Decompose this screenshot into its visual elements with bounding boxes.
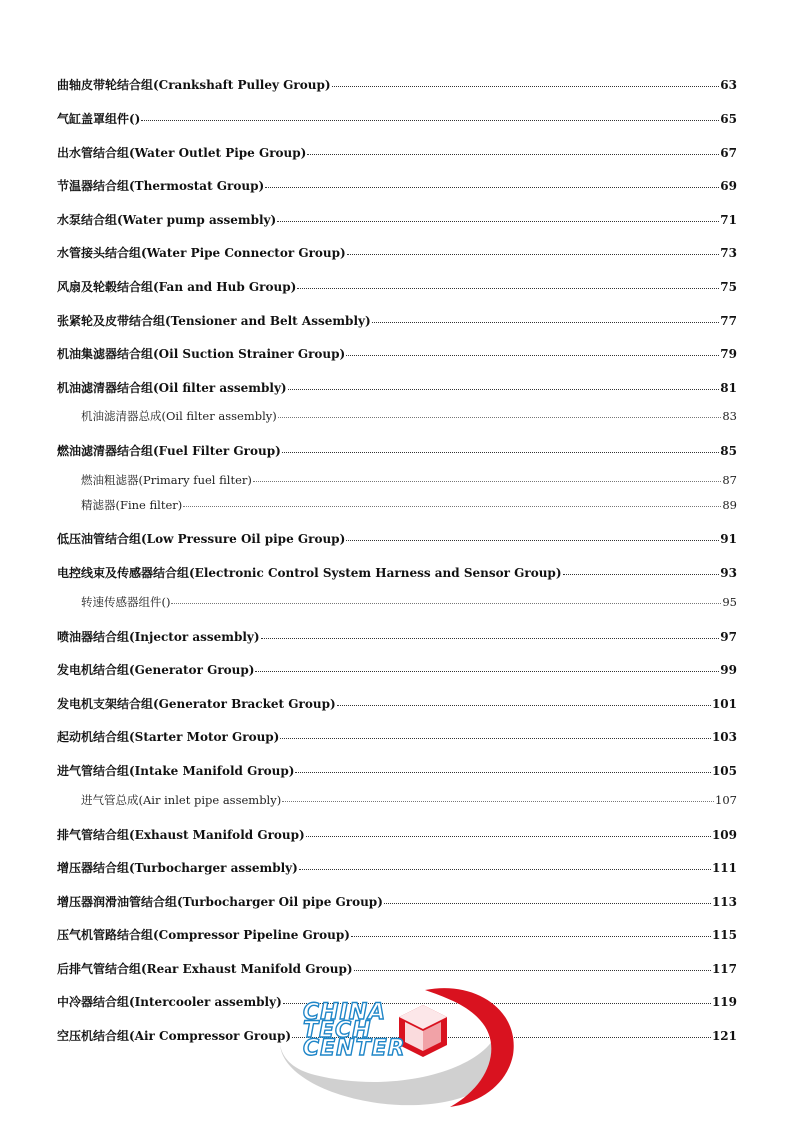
toc-entry[interactable] [57, 628, 737, 645]
toc-entry[interactable] [57, 564, 737, 581]
toc-dot-leader [563, 574, 720, 575]
watermark-text-line1: CHINA [303, 1000, 387, 1025]
toc-entry-page: 93 [720, 566, 737, 580]
toc-entry-page: 77 [720, 314, 737, 328]
toc-entry[interactable] [57, 211, 737, 228]
toc-entry-title: 增压器润滑油管结合组(Turbocharger Oil pipe Group) [57, 895, 383, 909]
toc-dot-leader [253, 481, 721, 482]
toc-dot-leader [306, 836, 711, 837]
toc-entry-title: 精滤器(Fine filter) [81, 498, 183, 512]
toc-dot-leader [183, 506, 721, 507]
toc-dot-leader [372, 322, 720, 323]
toc-entry-page: 119 [711, 995, 737, 1009]
toc-entry-title: 出水管结合组(Water Outlet Pipe Group) [57, 146, 307, 160]
toc-entry[interactable] [57, 926, 737, 943]
toc-entry[interactable] [57, 312, 737, 329]
watermark-text-line3: CENTER [303, 1036, 406, 1061]
toc-entry-title: 张紧轮及皮带结合组(Tensioner and Belt Assembly) [57, 314, 371, 328]
toc-dot-leader [261, 638, 720, 639]
toc-entry-title: 曲轴皮带轮结合组(Crankshaft Pulley Group) [57, 78, 331, 92]
toc-entry-page: 101 [711, 697, 737, 711]
toc-entry-title: 增压器结合组(Turbocharger assembly) [57, 861, 298, 875]
toc-entry-title: 压气机管路结合组(Compressor Pipeline Group) [57, 928, 350, 942]
toc-entry[interactable] [57, 728, 737, 745]
toc-dot-leader [282, 801, 714, 802]
toc-entry-title: 进气管结合组(Intake Manifold Group) [57, 764, 295, 778]
toc-dot-leader [265, 187, 719, 188]
toc-entry[interactable] [57, 859, 737, 876]
toc-entry-page: 107 [715, 793, 737, 807]
toc-entry-page: 111 [711, 861, 737, 875]
toc-entry-page: 97 [720, 630, 737, 644]
toc-entry[interactable] [57, 177, 737, 194]
toc-dot-leader [295, 772, 710, 773]
toc-entry-page: 63 [720, 78, 737, 92]
toc-entry-page: 81 [720, 381, 737, 395]
toc-entry-page: 71 [720, 213, 737, 227]
toc-dot-leader [332, 86, 720, 87]
toc-subentry[interactable] [57, 497, 737, 513]
toc-dot-leader [288, 389, 720, 390]
toc-entry-page: 83 [722, 409, 737, 423]
toc-entry-page: 65 [720, 112, 737, 126]
toc-dot-leader [255, 671, 719, 672]
toc-entry-title: 燃油粗滤器(Primary fuel filter) [81, 473, 252, 487]
toc-entry-title: 水管接头结合组(Water Pipe Connector Group) [57, 246, 346, 260]
toc-entry[interactable] [57, 345, 737, 362]
watermark-logo [275, 975, 535, 1115]
toc-dot-leader [351, 936, 711, 937]
toc-entry-title: 气缸盖罩组件() [57, 112, 141, 126]
toc-entry-title: 喷油器结合组(Injector assembly) [57, 630, 260, 644]
toc-entry[interactable] [57, 826, 737, 843]
toc-dot-leader [277, 221, 719, 222]
toc-subentry[interactable] [57, 792, 737, 808]
toc-entry-title: 机油滤清器总成(Oil filter assembly) [81, 409, 277, 423]
toc-entry[interactable] [57, 76, 737, 93]
toc-dot-leader [346, 540, 719, 541]
toc-dot-leader [384, 903, 711, 904]
toc-entry[interactable] [57, 530, 737, 547]
toc-entry-title: 机油集滤器结合组(Oil Suction Strainer Group) [57, 347, 346, 361]
toc-dot-leader [346, 355, 719, 356]
toc-entry-page: 87 [722, 473, 737, 487]
toc-entry[interactable] [57, 762, 737, 779]
toc-dot-leader [337, 705, 711, 706]
toc-entry-page: 85 [720, 444, 737, 458]
toc-entry-title: 中冷器结合组(Intercooler assembly) [57, 995, 282, 1009]
toc-dot-leader [278, 417, 722, 418]
toc-dot-leader [141, 120, 719, 121]
toc-entry-title: 发电机支架结合组(Generator Bracket Group) [57, 697, 336, 711]
toc-entry[interactable] [57, 695, 737, 712]
toc-entry-title: 电控线束及传感器结合组(Electronic Control System Harness and Sensor Group) [57, 566, 562, 580]
toc-entry-page: 115 [711, 928, 737, 942]
toc-dot-leader [354, 970, 711, 971]
toc-entry[interactable] [57, 144, 737, 161]
toc-entry-page: 121 [711, 1029, 737, 1043]
toc-entry-title: 燃油滤清器结合组(Fuel Filter Group) [57, 444, 281, 458]
toc-entry[interactable] [57, 661, 737, 678]
toc-entry-title: 进气管总成(Air inlet pipe assembly) [81, 793, 282, 807]
toc-entry-page: 79 [720, 347, 737, 361]
toc-subentry[interactable] [57, 408, 737, 424]
toc-entry-title: 后排气管结合组(Rear Exhaust Manifold Group) [57, 962, 353, 976]
toc-dot-leader [171, 603, 721, 604]
toc-subentry[interactable] [57, 594, 737, 610]
toc-subentry[interactable] [57, 472, 737, 488]
toc-dot-leader [282, 452, 720, 453]
toc-entry-page: 73 [720, 246, 737, 260]
toc-entry-page: 75 [720, 280, 737, 294]
toc-entry-title: 风扇及轮毂结合组(Fan and Hub Group) [57, 280, 297, 294]
watermark-text-line2: TECH [303, 1018, 372, 1043]
toc-entry-page: 113 [711, 895, 737, 909]
toc-entry-page: 95 [722, 595, 737, 609]
toc-entry-page: 117 [711, 962, 737, 976]
toc-entry-title: 水泵结合组(Water pump assembly) [57, 213, 277, 227]
toc-entry-page: 109 [711, 828, 737, 842]
toc-entry-title: 发电机结合组(Generator Group) [57, 663, 255, 677]
toc-entry-page: 67 [720, 146, 737, 160]
toc-entry[interactable] [57, 442, 737, 459]
toc-dot-leader [297, 288, 719, 289]
toc-entry-page: 105 [711, 764, 737, 778]
toc-entry[interactable] [57, 244, 737, 261]
toc-entry-title: 空压机结合组(Air Compressor Group) [57, 1029, 292, 1043]
toc-entry[interactable] [57, 278, 737, 295]
toc-entry-page: 103 [711, 730, 737, 744]
toc-entry-title: 低压油管结合组(Low Pressure Oil pipe Group) [57, 532, 346, 546]
toc-entry-page: 99 [720, 663, 737, 677]
toc-dot-leader [307, 154, 719, 155]
toc-dot-leader [347, 254, 720, 255]
toc-entry-page: 69 [720, 179, 737, 193]
toc-entry[interactable] [57, 893, 737, 910]
toc-entry-title: 节温器结合组(Thermostat Group) [57, 179, 265, 193]
toc-entry-title: 起动机结合组(Starter Motor Group) [57, 730, 280, 744]
toc-entry-title: 机油滤清器结合组(Oil filter assembly) [57, 381, 287, 395]
toc-dot-leader [299, 869, 711, 870]
toc-entry[interactable] [57, 110, 737, 127]
toc-entry-page: 91 [720, 532, 737, 546]
toc-dot-leader [280, 738, 711, 739]
toc-entry-title: 排气管结合组(Exhaust Manifold Group) [57, 828, 305, 842]
toc-entry-page: 89 [722, 498, 737, 512]
toc-entry-title: 转速传感器组件() [81, 595, 171, 609]
toc-entry[interactable] [57, 379, 737, 396]
